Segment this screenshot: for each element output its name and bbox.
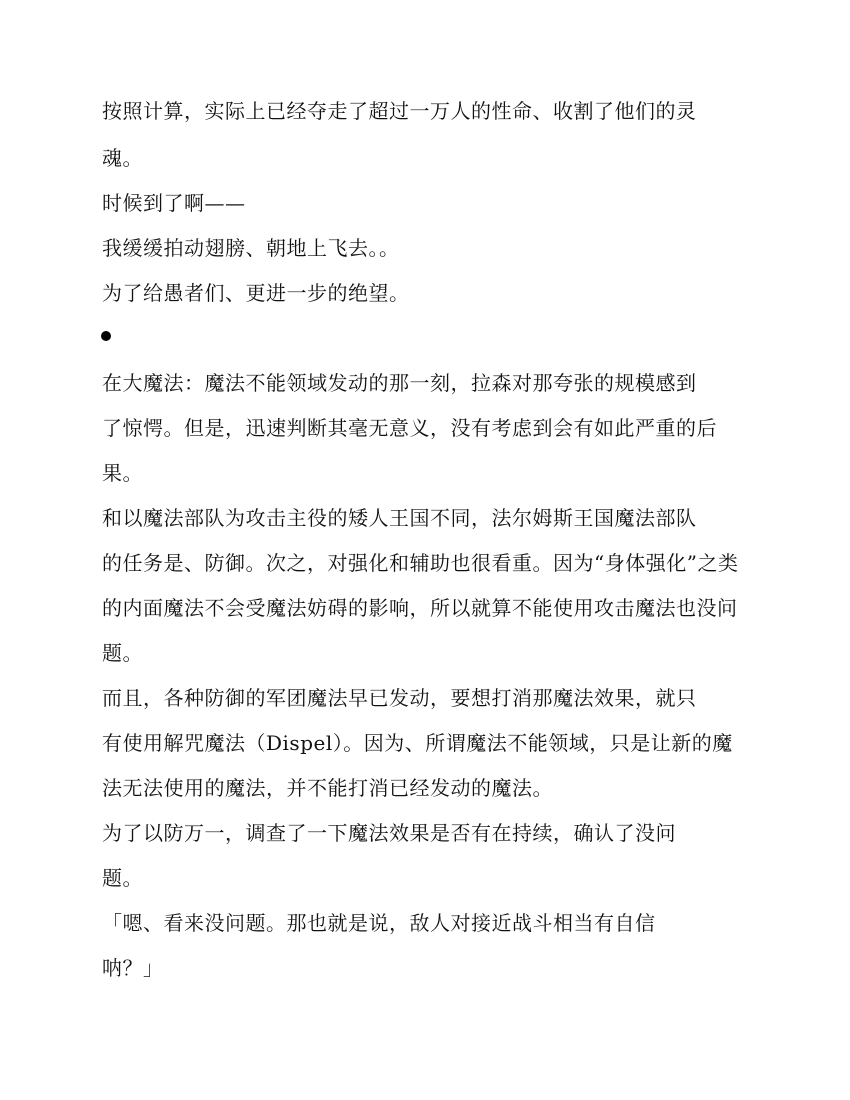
text-line: 的任务是、防御。次之，对强化和辅助也很看重。因为“身体强化”之类: [102, 551, 739, 575]
text-line: 我缓缓拍动翅膀、朝地上飞去。。: [102, 236, 400, 260]
text-line: 魂。: [102, 146, 143, 170]
text-line: 的内面魔法不会受魔法妨碍的影响，所以就算不能使用攻击魔法也没问: [102, 596, 738, 620]
text-line: 果。: [102, 461, 143, 485]
text-line: 时候到了啊——: [102, 191, 246, 215]
text-line: 题。: [102, 866, 143, 890]
text-line: 为了以防万一，调查了一下魔法效果是否有在持续，确认了没问: [102, 821, 676, 845]
text-line: 为了给愚者们、更进一步的绝望。: [102, 281, 410, 305]
text-line: 「嗯、看来没问题。那也就是说，敌人对接近战斗相当有自信: [102, 911, 656, 935]
section-break-bullet: [101, 331, 111, 341]
text-line: 题。: [102, 641, 143, 665]
text-line: 有使用解咒魔法（Dispel）。因为、所谓魔法不能领域，只是让新的魔: [102, 731, 733, 755]
text-line: 而且，各种防御的军团魔法早已发动，要想打消那魔法效果，就只: [102, 686, 697, 710]
text-line: 了惊愕。但是，迅速判断其毫无意义，没有考虑到会有如此严重的后: [102, 416, 717, 440]
text-line: 按照计算，实际上已经夺走了超过一万人的性命、收割了他们的灵: [102, 99, 697, 123]
text-line: 法无法使用的魔法，并不能打消已经发动的魔法。: [102, 776, 553, 800]
text-line: 呐？」: [102, 956, 164, 980]
text-line: 在大魔法：魔法不能领域发动的那一刻，拉森对那夸张的规模感到: [102, 371, 697, 395]
text-line: 和以魔法部队为攻击主役的矮人王国不同，法尔姆斯王国魔法部队: [102, 506, 697, 530]
